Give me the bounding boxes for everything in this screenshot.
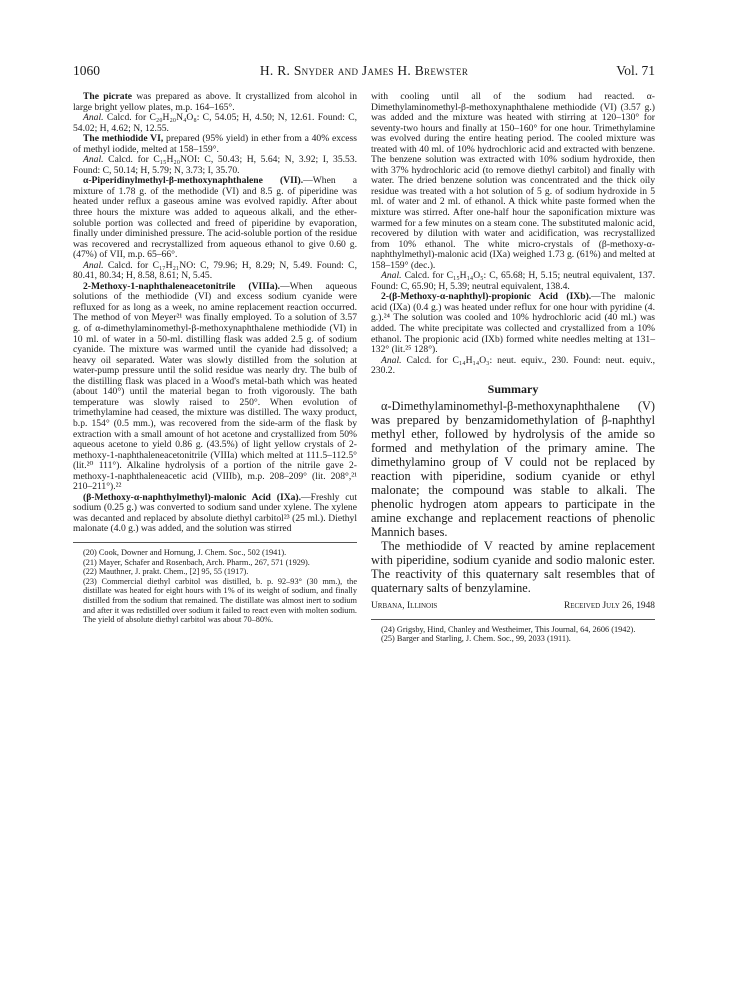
piperidinyl-paragraph xyxy=(73,176,357,260)
propionic-text: —The malonic acid (IXa) (0.4 g.) was heated under reflux for one hour with pyridine (4. g.).²⁴ The solution was cooled and 10% hydrochloric acid (40 ml.) was added. The white precipitate was collected and crystallized from a 10% ethanol. The propionic acid (IXb) formed white needles melting at 131–132° (lit.²⁵ 128°). xyxy=(371,291,655,356)
summary-section xyxy=(371,399,655,595)
propionic-paragraph xyxy=(371,292,655,355)
footnote-25: (25) Barger and Starling, J. Chem. Soc., 99, 2033 (1911). xyxy=(381,634,571,644)
analysis-text: Calcd. for C₁₅H₁₄O₅: C, 65.68; H, 5.15; neutral equivalent, 137. Found: C, 65.90; H, 5.39; neutral equivalent, 138.4. xyxy=(371,270,655,292)
malonic-analysis xyxy=(371,271,655,292)
picrate-text: was prepared as above. It crystallized from alcohol in large bright yellow plates, m.p. 164–165°. xyxy=(73,91,357,113)
methiodide-paragraph xyxy=(73,134,357,155)
left-footnotes xyxy=(73,548,357,625)
footnote-23: (23) Commercial diethyl carbitol was distilled, b. p. 92–93° (30 mm.), the distillate was heated for eight hours with 1% of its weight of sodium, and finally distilled from the sodium that remained. The distillate was almost inert to sodium and after it was redistilled over sodium it failed to react even with molten sodium. The yield of absolute diethyl carbitol was about 70–80%. xyxy=(83,576,357,625)
methiodide-analysis xyxy=(73,155,357,176)
affiliation-line xyxy=(371,601,655,612)
picrate-heading: The picrate xyxy=(83,91,133,102)
piperidinyl-text: —When a mixture of 1.78 g. of the methodide (VI) and 8.5 g. of piperidine was heated under reflux a gaseous amine was evolved rapidly. After about three hours the mixture was added to aqueous alkali, and the ether-soluble portion was collected and freed of piperidine by evaporation, finally under diminished pressure. The acid-soluble portion of the residue was recovered and recrystallized from aqueous ethanol to give 0.60 g. (47%) of VII, m.p. 65–66°. xyxy=(73,175,357,261)
volume-label: Vol. 71 xyxy=(616,63,655,78)
nitrile-heading: 2-Methoxy-1-naphthaleneacetonitrile (VIIIa). xyxy=(83,280,281,292)
footnote-divider xyxy=(371,619,655,620)
analysis-label: Anal. xyxy=(83,259,104,271)
footnote-divider xyxy=(73,542,357,543)
footnote-22: (22) Mauthner, J. prakt. Chem., [2] 95, 55 (1917). xyxy=(83,567,249,577)
methiodide-heading: The methiodide VI, xyxy=(83,133,164,145)
left-column xyxy=(73,92,357,625)
propionic-heading: 2-(β-Methoxy-α-naphthyl)-propionic Acid (IXb). xyxy=(381,291,592,303)
page-number: 1060 xyxy=(73,63,100,78)
piperidinyl-heading: α-Piperidinylmethyl-β-methoxynaphthalene (VII). xyxy=(83,175,304,187)
malonic-heading: (β-Methoxy-α-naphthylmethyl)-malonic Acid (IXa). xyxy=(83,491,302,503)
analysis-label: Anal. xyxy=(83,154,104,166)
running-header xyxy=(73,63,655,79)
analysis-text: Calcd. for C₂₀H₂₀N₄O₈: C, 54.05; H, 4.50; N, 12.61. Found: C, 54.02; H, 4.62; N, 12.55. xyxy=(73,112,357,134)
piperidinyl-analysis xyxy=(73,261,357,282)
methiodide-text: prepared (95% yield) in ether from a 40% excess of methyl iodide, melted at 158–159°. xyxy=(73,133,357,155)
analysis-label: Anal. xyxy=(381,354,402,366)
propionic-analysis xyxy=(371,356,655,377)
summary-paragraph-1: α-Dimethylaminomethyl-β-methoxynaphthalene (V) was prepared by benzamidomethylation of β-naphthyl methyl ether, followed by hydrolysis of the amide so formed and methylation of the primary amine. The dimethylamino group of V could not be replaced by reaction with piperidine, sodium cyanide or ethyl malonate; the compound was stable to alkali. The phenolic hydrogen atom appears to participate in the amine exchange and replacement reactions of phenolic Mannich bases. xyxy=(371,399,655,540)
right-column xyxy=(371,92,655,644)
summary-heading: Summary xyxy=(487,381,539,396)
summary-paragraph-2: The methiodide of V reacted by amine replacement with piperidine, sodium cyanide and sodio malonic ester. The reactivity of this quaternary salt resembles that of quaternary salts of benzylamine. xyxy=(371,539,655,596)
running-title: H. R. Snyder and James H. Brewster xyxy=(259,63,469,78)
analysis-text: Calcd. for C₁₅H₂₀NOI: C, 50.43; H, 5.64; N, 3.92; I, 35.53. Found: C, 50.14; H, 5.79; N, 3.73; I, 35.70. xyxy=(73,154,358,176)
analysis-text: Calcd. for C₁₇H₂₁NO: C, 79.96; H, 8.29; N, 5.49. Found: C, 80.41, 80.34; H, 8.58, 8.61; N, 5.45. xyxy=(73,259,357,282)
analysis-label: Anal. xyxy=(381,270,402,282)
picrate-analysis xyxy=(73,113,357,134)
received-date: Received July 26, 1948 xyxy=(563,601,655,612)
analysis-text: Calcd. for C₁₄H₁₄O₃: neut. equiv., 230. Found: neut. equiv., 230.2. xyxy=(371,354,655,377)
picrate-paragraph xyxy=(73,92,357,113)
affiliation: Urbana, Illinois xyxy=(371,601,438,612)
right-footnotes xyxy=(371,625,655,644)
nitrile-paragraph xyxy=(73,282,357,493)
continuation-paragraph: with cooling until all of the sodium had reacted. α-Dimethylaminomethyl-β-methoxynaphthalene methiodide (VI) (3.57 g.) was added and the mixture was heated with stirring at 120–130° for seventy-two hours and finally at 150–160° for one hour. Trimethylamine was evolved during the entire heating period. The cooled mixture was treated with 40 ml. of 10% hydrochloric acid and extracted with benzene. The benzene solution was extracted with 10% sodium hydroxide, then with 37% hydrochloric acid (to remove diethyl carbitol) and finally with water. The dried benzene solution was concentrated and the thick oily residue was treated with a hot solution of 5 g. of sodium hydroxide in 5 ml. of water and 2 ml. of ethanol. A thick white paste formed when the mixture was stirred. After one-half hour the saponification mixture was warmed for a few minutes on a steam cone. The substituted malonic acid, recovered by dilution with water and acidification, was recrystallized from 10% ethanol. The white micro-crystals of (β-methoxy-α-naphthylmethyl)-malonic acid (IXa) weighed 1.73 g. (61%) and melted at 158–159° (dec.). xyxy=(371,91,655,271)
nitrile-text: —When aqueous solutions of the methiodide (VI) and excess sodium cyanide were refluxed for as long as a week, no amine replacement reaction occurred. The method of von Meyer²¹ was finally employed. To a solution of 3.57 g. of α-dimethylaminomethyl-β-methoxynaphthalene methiodide (VI) in 10 ml. of water in a 50-ml. distilling flask was added 2.5 g. of sodium cyanide. The mixture was warmed until the cyanide had dissolved; a heavy oil separated. Water was slowly distilled from the solution at water-pump pressure until the solid residue was nearly dry. The bulb of the distilling flask was placed in a Wood's metal-bath which was heated (about 140°) until the material began to froth vigorously. The bath temperature was slowly raised to 250°. When evolution of trimethylamine had ceased, the mixture was distilled. The waxy product, b.p. 154° (0.5 mm.), was recovered from the side-arm of the flask by extraction with a small amount of hot acetone and crystallized from 50% aqueous acetone to yield 0.86 g. (43.5%) of light yellow crystals of 2-methoxy-1-naphthaleneacetonitrile (VIIIa) which melted at 111.5–112.5° (lit.²⁰ 111°). Alkaline hydrolysis of a portion of the nitrile gave 2-methoxy-1-naphthaleneacetic acid (VIIIb), m.p. 208–209° (lit. 208°,²¹ 210–211°).²² xyxy=(73,280,357,493)
malonic-text: —Freshly cut sodium (0.25 g.) was converted to sodium sand under xylene. The xylene was decanted and replaced by absolute diethyl carbitol²³ (25 ml.). Diethyl malonate (4.0 g.) was added, and the solution was stirred xyxy=(73,491,358,535)
footnote-21: (21) Mayer, Schafer and Rosenbach, Arch. Pharm., 267, 571 (1929). xyxy=(83,557,310,567)
footnote-24: (24) Grigsby, Hind, Chanley and Westheimer, This Journal, 64, 2606 (1942). xyxy=(381,624,636,634)
footnote-20: (20) Cook, Downer and Hornung, J. Chem. Soc., 502 (1941). xyxy=(83,547,287,557)
analysis-label: Anal. xyxy=(83,112,104,124)
malonic-paragraph xyxy=(73,493,357,535)
